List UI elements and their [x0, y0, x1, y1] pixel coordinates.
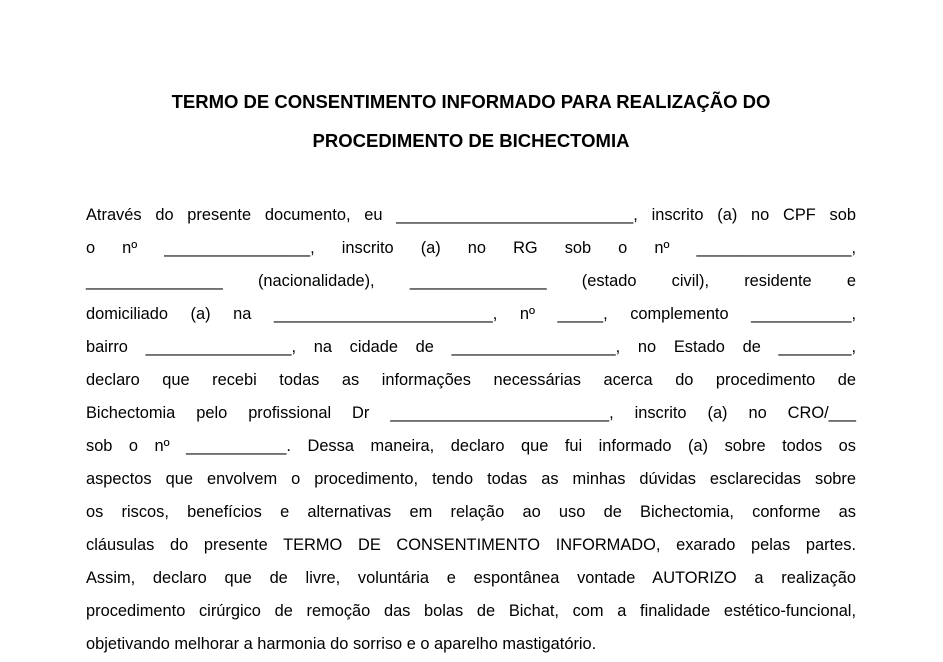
paragraph-line: domiciliado (a) na ________________________, nº _____, complemento ___________, — [86, 305, 856, 323]
paragraph-line: bairro ________________, na cidade de __________________, no Estado de ________, — [86, 338, 856, 356]
paragraph-line: os riscos, benefícios e alternativas em relação ao uso de Bichectomia, conforme as — [86, 503, 856, 521]
paragraph-line: aspectos que envolvem o procedimento, tendo todas as minhas dúvidas esclarecidas sobre — [86, 470, 856, 488]
paragraph-line: cláusulas do presente TERMO DE CONSENTIMENTO INFORMADO, exarado pelas partes. — [86, 536, 856, 554]
paragraph-line: procedimento cirúrgico de remoção das bolas de Bichat, com a finalidade estético-funcional, — [86, 602, 856, 620]
paragraph-line: o nº ________________, inscrito (a) no RG sob o nº _________________, — [86, 239, 856, 257]
paragraph-line: Através do presente documento, eu __________________________, inscrito (a) no CPF sob — [86, 206, 856, 224]
paragraph-line: _______________ (nacionalidade), _______________ (estado civil), residente e — [86, 272, 856, 290]
paragraph-line: declaro que recebi todas as informações necessárias acerca do procedimento de — [86, 371, 856, 389]
paragraph-line: Bichectomia pelo profissional Dr ________________________, inscrito (a) no CRO/___ — [86, 404, 856, 422]
paragraph-line: sob o nº ___________. Dessa maneira, declaro que fui informado (a) sobre todos os — [86, 437, 856, 455]
consent-paragraph — [86, 199, 856, 661]
document-title-line-1: TERMO DE CONSENTIMENTO INFORMADO PARA REALIZAÇÃO DO — [171, 91, 771, 112]
paragraph-line: Assim, declaro que de livre, voluntária e espontânea vontade AUTORIZO a realização — [86, 569, 856, 587]
paragraph-line: objetivando melhorar a harmonia do sorriso e o aparelho mastigatório. — [86, 635, 597, 653]
document-title-line-2: PROCEDIMENTO DE BICHECTOMIA — [312, 130, 630, 151]
